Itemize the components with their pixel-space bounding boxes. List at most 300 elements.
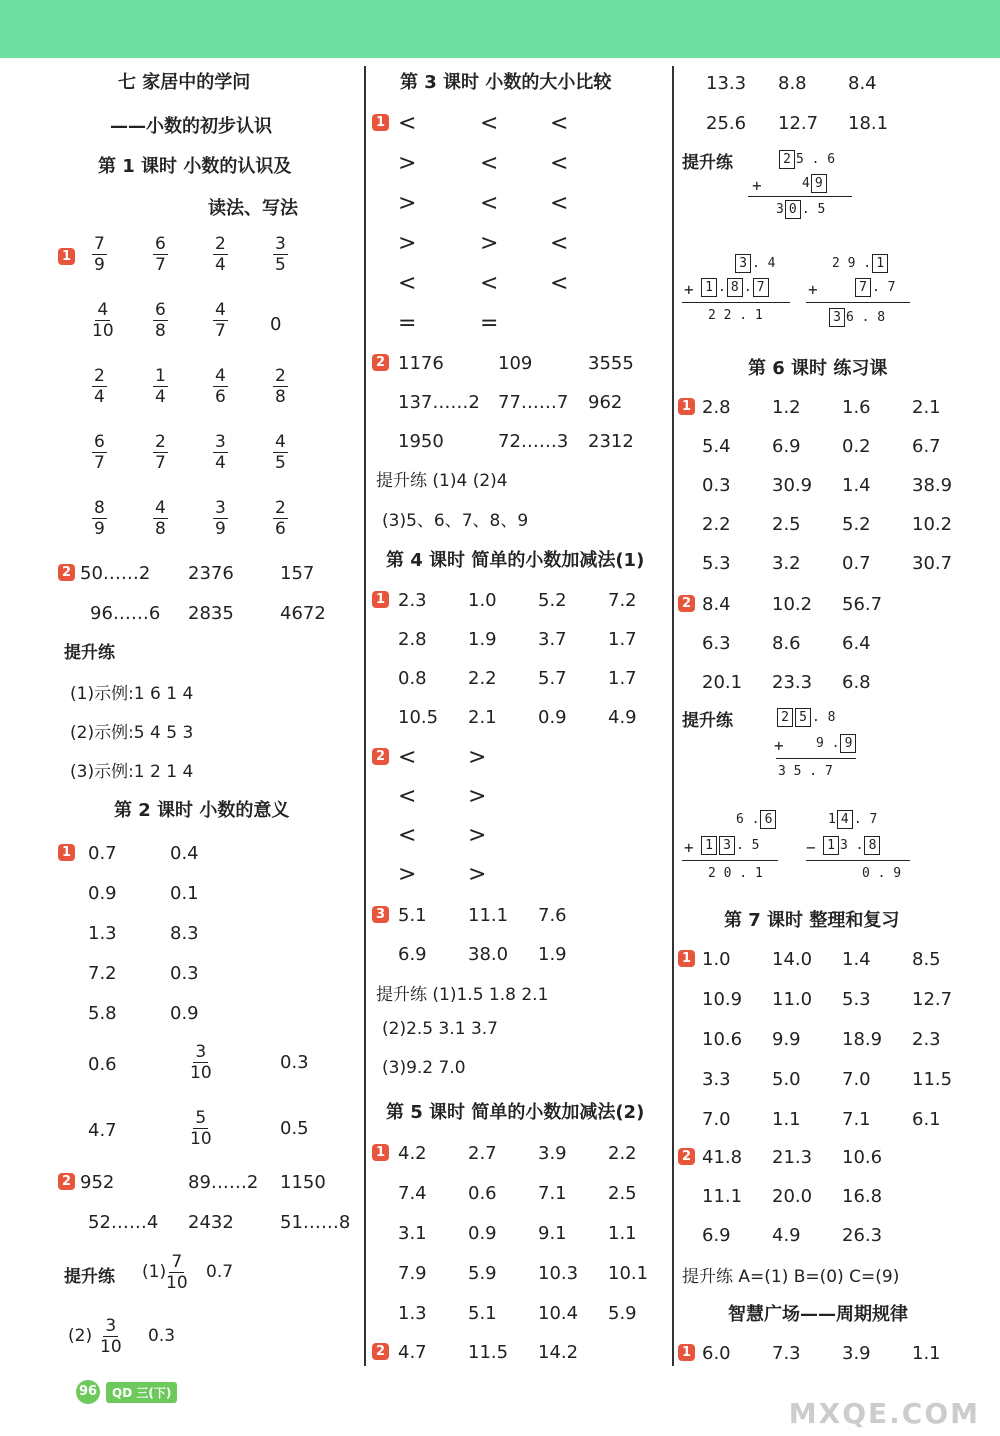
- answer-text: (3)9.2 7.0: [382, 1058, 466, 1078]
- answer-value: 1.3: [398, 1302, 427, 1324]
- answer-value: 3.7: [538, 628, 567, 650]
- answer-value: 1.0: [468, 589, 497, 611]
- answer-value: 7.3: [772, 1342, 801, 1364]
- question-number-badge: 2: [372, 748, 389, 765]
- fraction: [213, 498, 228, 539]
- answer-box: 5: [795, 708, 811, 727]
- answer-box: 8: [727, 278, 743, 297]
- lesson-title: 第 1 课时 小数的认识及: [98, 156, 292, 177]
- answer-row: [372, 308, 668, 338]
- answer-value: <: [480, 190, 499, 216]
- answer-box: 6: [760, 810, 776, 829]
- lesson-title: 提升练: [682, 153, 733, 173]
- answer-row: [678, 509, 984, 539]
- operator-sign: +: [752, 176, 762, 195]
- answer-value: 0.9: [538, 706, 567, 728]
- lesson-title: 提升练: [64, 643, 115, 663]
- fraction: [153, 498, 168, 539]
- digit-line: [828, 810, 877, 829]
- operator-sign: −: [806, 838, 816, 857]
- lesson-title: 七 家居中的学问: [118, 72, 251, 93]
- denominator: 10: [190, 1129, 212, 1149]
- denominator: 7: [155, 255, 166, 275]
- answer-value: 10.9: [702, 988, 743, 1010]
- column-divider: [672, 66, 674, 1366]
- fraction: [153, 300, 168, 341]
- numerator: 2: [155, 432, 166, 452]
- answer-value: =: [480, 310, 499, 336]
- answer-value: <: [480, 110, 499, 136]
- page-footer: [76, 1380, 177, 1404]
- answer-value: 0.7: [842, 552, 871, 574]
- answer-row: [372, 348, 668, 378]
- denominator: 10: [190, 1063, 212, 1083]
- answer-value: 10.6: [702, 1028, 743, 1050]
- answer-value: 5.4: [702, 435, 731, 457]
- answer-text: (2)示例:5 4 5 3: [70, 723, 194, 743]
- answer-row: [372, 859, 668, 889]
- digit-line: [802, 174, 828, 193]
- answer-row: [372, 1337, 668, 1367]
- answer-value: 8.6: [772, 632, 801, 654]
- answer-row: [372, 624, 668, 654]
- answer-text: (2): [68, 1326, 93, 1346]
- answer-value: 11.1: [468, 904, 509, 926]
- answer-value: 5.9: [468, 1262, 497, 1284]
- answer-box: 7: [753, 278, 769, 297]
- answer-value: 11.1: [702, 1185, 743, 1207]
- answer-box: 3: [829, 308, 845, 327]
- answer-value: 10.3: [538, 1262, 579, 1284]
- fraction: [273, 498, 288, 539]
- sum-line: [806, 860, 910, 861]
- answer-value: >: [398, 190, 417, 216]
- numerator: 3: [195, 1042, 207, 1062]
- answer-value: 5.0: [772, 1068, 801, 1090]
- answer-row: [372, 1218, 668, 1248]
- question-number-badge: 2: [678, 1148, 695, 1165]
- answer-box: 1: [823, 836, 839, 855]
- answer-box: 1: [701, 278, 717, 297]
- answer-row: [372, 1298, 668, 1328]
- numerator: 6: [94, 432, 105, 452]
- answer-value: 3.3: [702, 1068, 731, 1090]
- answer-value: 20.1: [702, 671, 743, 693]
- top-color-bar: [0, 0, 1000, 58]
- fraction: [273, 366, 288, 407]
- answer-row: [372, 108, 668, 138]
- watermark: MXQE.COM: [788, 1397, 980, 1430]
- answer-value: 2312: [588, 430, 634, 452]
- answer-value: 2.2: [468, 667, 497, 689]
- answer-row: [372, 663, 668, 693]
- sum-line: [748, 196, 852, 197]
- answer-value: 18.9: [842, 1028, 883, 1050]
- answer-value: 7.2: [88, 962, 117, 984]
- answer-value: 5.1: [468, 1302, 497, 1324]
- answer-value: 10.4: [538, 1302, 579, 1324]
- denominator: 10: [166, 1273, 188, 1293]
- answer-value: 2835: [188, 602, 234, 624]
- answer-value: 89……2: [188, 1171, 259, 1193]
- answer-value: 7.1: [538, 1182, 567, 1204]
- answer-row: [678, 1220, 984, 1250]
- digit-line: [832, 254, 889, 273]
- answer-row: [372, 820, 668, 850]
- answer-row: [678, 1104, 984, 1134]
- numerator: 3: [275, 234, 286, 254]
- question-number-badge: 2: [58, 564, 75, 581]
- digit-text: 6 .: [736, 812, 760, 827]
- answer-value: 0.9: [88, 882, 117, 904]
- lesson-title: 第 5 课时 简单的小数加减法(2): [386, 1102, 645, 1123]
- answer-value: <: [398, 744, 417, 770]
- numerator: 4: [215, 300, 226, 320]
- answer-value: 952: [80, 1171, 115, 1193]
- answer-text: 提升练 (1)4 (2)4: [376, 471, 508, 491]
- denominator: 6: [215, 387, 226, 407]
- answer-value: 8.8: [778, 72, 807, 94]
- answer-value: 6.9: [398, 943, 427, 965]
- answer-value: >: [398, 230, 417, 256]
- lesson-title: 第 6 课时 练习课: [748, 358, 888, 379]
- sum-line: [682, 860, 778, 861]
- answer-value: 38.9: [912, 474, 953, 496]
- answer-text: 提升练 A=(1) B=(0) C=(9): [682, 1267, 900, 1287]
- answer-row: [58, 878, 358, 908]
- denominator: 5: [275, 255, 286, 275]
- answer-value: <: [550, 190, 569, 216]
- answer-value: 3.9: [842, 1342, 871, 1364]
- answer-value: 5.3: [842, 988, 871, 1010]
- answer-value: 0: [270, 314, 282, 335]
- fraction: [92, 498, 107, 539]
- operator-sign: +: [808, 280, 818, 299]
- answer-row: [372, 1258, 668, 1288]
- answer-value: 13.3: [706, 72, 747, 94]
- digit-text: .: [743, 280, 752, 295]
- answer-value: >: [468, 822, 487, 848]
- answer-value: 0.1: [170, 882, 199, 904]
- vertical-calc: [748, 150, 868, 240]
- answer-text: 提升练 (1)1.5 1.8 2.1: [376, 985, 549, 1005]
- answer-row: [678, 108, 984, 138]
- answer-value: 0.4: [170, 842, 199, 864]
- sum-line: [806, 302, 910, 303]
- numerator: 6: [155, 300, 166, 320]
- answer-row: [678, 984, 984, 1014]
- answer-box: 9: [840, 734, 856, 753]
- denominator: 7: [94, 453, 105, 473]
- answer-value: 5.3: [702, 552, 731, 574]
- answer-value: 2.8: [702, 396, 731, 418]
- lesson-title: 第 4 课时 简单的小数加减法(1): [386, 550, 645, 571]
- answer-value: 2.1: [912, 396, 941, 418]
- numerator: 3: [215, 432, 226, 452]
- answer-value: 1.1: [608, 1222, 637, 1244]
- numerator: 4: [97, 300, 109, 320]
- denominator: 4: [215, 453, 226, 473]
- numerator: 7: [94, 234, 105, 254]
- answer-value: 7.2: [608, 589, 637, 611]
- digit-line: [862, 866, 901, 881]
- answer-value: 96……6: [90, 602, 161, 624]
- digit-line: [854, 278, 895, 297]
- answer-row: [58, 558, 358, 588]
- digit-line: [776, 200, 825, 219]
- answer-row: [372, 900, 668, 930]
- answer-row: [372, 228, 668, 258]
- answer-value: <: [480, 270, 499, 296]
- fraction: [213, 234, 228, 275]
- answer-value: 1.0: [702, 948, 731, 970]
- denominator: 10: [92, 321, 114, 341]
- answer-value: 14.0: [772, 948, 813, 970]
- answer-box: 1: [701, 836, 717, 855]
- answer-value: 7.1: [842, 1108, 871, 1130]
- vertical-calc: [682, 810, 782, 890]
- answer-value: <: [398, 270, 417, 296]
- answer-value: <: [550, 230, 569, 256]
- answer-box: 8: [864, 836, 880, 855]
- fraction: [166, 1252, 188, 1293]
- answer-row: [678, 1338, 984, 1368]
- answer-value: >: [398, 861, 417, 887]
- answer-value: 0.9: [170, 1002, 199, 1024]
- page-number: 96: [76, 1380, 100, 1404]
- answer-value: 2.1: [468, 706, 497, 728]
- answer-row: [58, 1167, 358, 1197]
- vertical-calc: [776, 708, 886, 788]
- question-number-badge: 2: [58, 1173, 75, 1190]
- numerator: 4: [155, 498, 166, 518]
- digit-text: . 8: [812, 710, 836, 725]
- answer-value: 0.9: [468, 1222, 497, 1244]
- answer-row: [58, 918, 358, 948]
- denominator: 10: [100, 1337, 122, 1357]
- digit-text: 0 . 9: [862, 866, 902, 881]
- answer-value: 157: [280, 562, 315, 584]
- denominator: 6: [275, 519, 286, 539]
- digit-text: 1: [828, 812, 836, 827]
- answer-row: [372, 585, 668, 615]
- answer-text: (3)示例:1 2 1 4: [70, 762, 194, 782]
- answer-row: [372, 148, 668, 178]
- answer-row: [372, 188, 668, 218]
- denominator: 7: [215, 321, 226, 341]
- denominator: 8: [155, 519, 166, 539]
- numerator: 2: [215, 234, 226, 254]
- fraction: [273, 234, 288, 275]
- answer-value: >: [468, 744, 487, 770]
- answer-value: 6.7: [912, 435, 941, 457]
- question-number-badge: 1: [58, 844, 75, 861]
- answer-value: 2.2: [608, 1142, 637, 1164]
- answer-value: 5.7: [538, 667, 567, 689]
- answer-value: 0.3: [280, 1052, 309, 1073]
- answer-value: 7.6: [538, 904, 567, 926]
- answer-value: <: [398, 783, 417, 809]
- answer-value: 77……7: [498, 391, 569, 413]
- answer-value: 4.2: [398, 1142, 427, 1164]
- question-number-badge: 2: [372, 354, 389, 371]
- numerator: 3: [105, 1316, 117, 1336]
- fraction: [92, 234, 107, 275]
- answer-box: 4: [837, 810, 853, 829]
- answer-value: 2432: [188, 1211, 234, 1233]
- answer-value: 8.4: [848, 72, 877, 94]
- answer-value: 18.1: [848, 112, 889, 134]
- answer-value: 2376: [188, 562, 234, 584]
- fraction: [92, 366, 107, 407]
- answer-text: (2)2.5 3.1 3.7: [382, 1019, 498, 1039]
- answer-value: 38.0: [468, 943, 509, 965]
- digit-text: 2 9 .: [832, 256, 872, 271]
- digit-line: [776, 708, 835, 727]
- lesson-title: 提升练: [682, 711, 733, 731]
- answer-value: 10.2: [912, 513, 953, 535]
- answer-value: 10.6: [842, 1146, 883, 1168]
- answer-value: 6.4: [842, 632, 871, 654]
- numerator: 2: [275, 498, 286, 518]
- answer-value: <: [398, 822, 417, 848]
- answer-value: 8.3: [170, 922, 199, 944]
- answer-box: 3: [719, 836, 735, 855]
- question-number-badge: 1: [372, 114, 389, 131]
- answer-value: 5.8: [88, 1002, 117, 1024]
- answer-value: 9.1: [538, 1222, 567, 1244]
- lesson-title: 提升练: [64, 1267, 115, 1287]
- answer-row: [58, 838, 358, 868]
- answer-row: [678, 431, 984, 461]
- denominator: 5: [275, 453, 286, 473]
- answer-text: (1)示例:1 6 1 4: [70, 684, 194, 704]
- answer-row: [678, 548, 984, 578]
- answer-value: 51……8: [280, 1211, 351, 1233]
- answer-value: 56.7: [842, 593, 883, 615]
- answer-value: 0.5: [280, 1118, 309, 1139]
- question-number-badge: 1: [58, 248, 75, 265]
- answer-value: 30.7: [912, 552, 953, 574]
- denominator: 9: [94, 255, 105, 275]
- answer-text: 0.3: [148, 1326, 176, 1346]
- answer-value: 4.7: [398, 1341, 427, 1363]
- answer-value: 0.3: [170, 962, 199, 984]
- answer-row: [372, 268, 668, 298]
- answer-value: 10.2: [772, 593, 813, 615]
- answer-value: 8.5: [912, 948, 941, 970]
- answer-value: 52……4: [88, 1211, 159, 1233]
- answer-value: 3.9: [538, 1142, 567, 1164]
- answer-value: <: [550, 150, 569, 176]
- answer-value: 20.0: [772, 1185, 813, 1207]
- answer-value: 3555: [588, 352, 634, 374]
- answer-value: 50……2: [80, 562, 151, 584]
- answer-value: 0.6: [88, 1053, 117, 1075]
- digit-line: [778, 764, 833, 779]
- answer-value: 1.6: [842, 396, 871, 418]
- answer-value: 26.3: [842, 1224, 883, 1246]
- denominator: 9: [94, 519, 105, 539]
- fraction: [190, 1108, 212, 1149]
- sum-line: [682, 302, 790, 303]
- digit-text: 3 5 . 7: [778, 764, 833, 779]
- denominator: 7: [155, 453, 166, 473]
- answer-value: 3.1: [398, 1222, 427, 1244]
- answer-value: <: [550, 110, 569, 136]
- denominator: 4: [94, 387, 105, 407]
- answer-value: 4.7: [88, 1119, 117, 1141]
- answer-value: 7.9: [398, 1262, 427, 1284]
- answer-value: 21.3: [772, 1146, 813, 1168]
- answer-value: 0.2: [842, 435, 871, 457]
- answer-row: [678, 667, 984, 697]
- numerator: 8: [94, 498, 105, 518]
- lesson-title: 第 2 课时 小数的意义: [114, 800, 290, 821]
- digit-line: [700, 278, 770, 297]
- answer-value: 4672: [280, 602, 326, 624]
- numerator: 2: [94, 366, 105, 386]
- answer-value: 1150: [280, 1171, 326, 1193]
- answer-row: [58, 598, 358, 628]
- lesson-title: ——小数的初步认识: [110, 116, 272, 137]
- answer-value: 1.1: [772, 1108, 801, 1130]
- answer-value: 7.4: [398, 1182, 427, 1204]
- answer-value: <: [398, 110, 417, 136]
- question-number-badge: 1: [372, 1144, 389, 1161]
- answer-value: 4.9: [608, 706, 637, 728]
- numerator: 7: [171, 1252, 183, 1272]
- digit-line: [828, 308, 885, 327]
- answer-value: 5.2: [842, 513, 871, 535]
- fraction: [153, 432, 168, 473]
- sum-line: [776, 758, 856, 759]
- answer-row: [372, 702, 668, 732]
- answer-value: 72……3: [498, 430, 569, 452]
- digit-text: 4: [802, 176, 810, 191]
- answer-row: [58, 958, 358, 988]
- answer-value: >: [468, 783, 487, 809]
- numerator: 6: [155, 234, 166, 254]
- answer-value: 0.7: [88, 842, 117, 864]
- answer-value: 6.3: [702, 632, 731, 654]
- digit-line: [736, 810, 777, 829]
- lesson-title: 第 3 课时 小数的大小比较: [400, 72, 612, 93]
- question-number-badge: 1: [678, 398, 695, 415]
- digit-line: [778, 150, 835, 169]
- answer-value: 7.0: [702, 1108, 731, 1130]
- answer-row: [678, 68, 984, 98]
- answer-value: <: [550, 270, 569, 296]
- answer-value: 2.3: [912, 1028, 941, 1050]
- answer-value: 10.1: [608, 1262, 649, 1284]
- digit-line: [700, 836, 759, 855]
- answer-row: [372, 387, 668, 417]
- answer-value: 2.7: [468, 1142, 497, 1164]
- digit-text: . 5: [801, 202, 826, 217]
- digit-line: [708, 308, 763, 323]
- answer-value: 1.7: [608, 628, 637, 650]
- answer-column-1: [58, 62, 358, 1372]
- digit-line: [816, 734, 857, 753]
- answer-value: 1.9: [538, 943, 567, 965]
- vertical-calc: [682, 254, 792, 334]
- question-number-badge: 2: [372, 1343, 389, 1360]
- answer-value: 9.9: [772, 1028, 801, 1050]
- numerator: 4: [215, 366, 226, 386]
- answer-value: 5.1: [398, 904, 427, 926]
- answer-row: [372, 1138, 668, 1168]
